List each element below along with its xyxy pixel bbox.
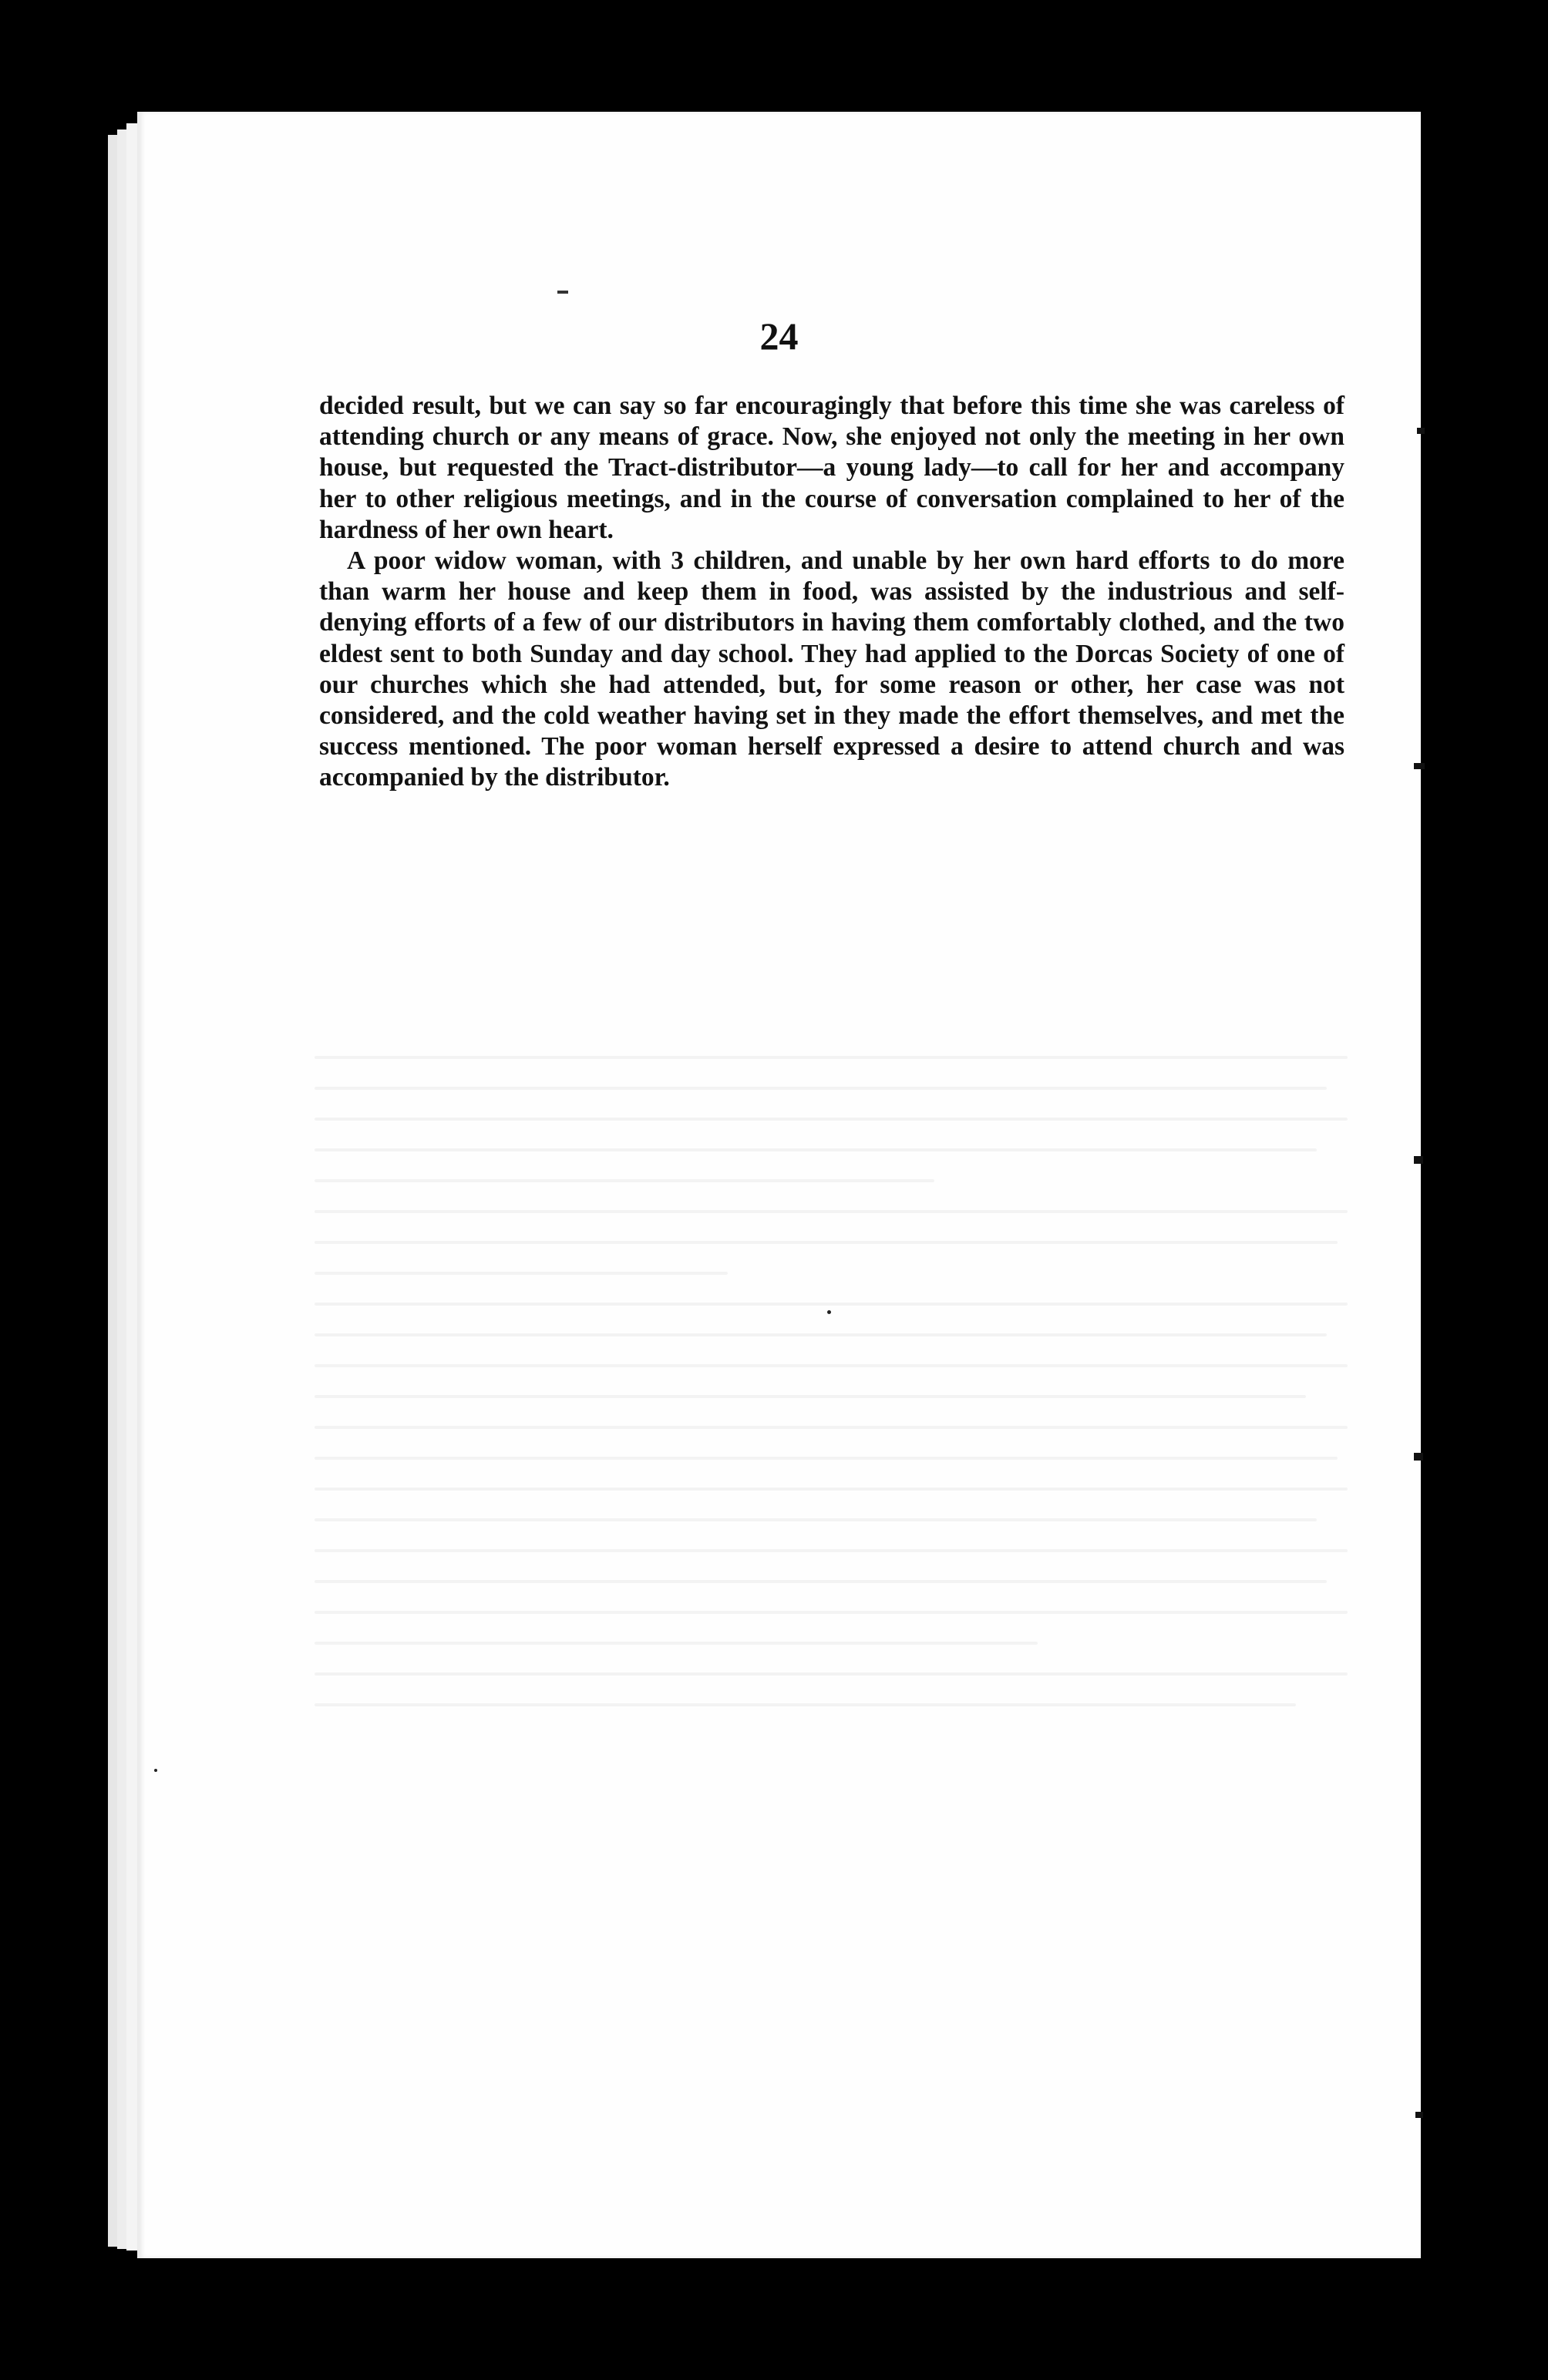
- speck: [827, 1310, 831, 1314]
- print-mark: [557, 291, 568, 294]
- document-page: [137, 112, 1421, 2258]
- edge-mark: [1414, 1453, 1423, 1461]
- body-text: [319, 391, 1344, 794]
- edge-mark: [1414, 1156, 1423, 1164]
- show-through-text: [315, 1056, 1348, 1734]
- edge-mark: [1417, 428, 1425, 434]
- speck: [154, 1769, 157, 1772]
- paragraph-continued: decided result, but we can say so far encouragingly that before this time she was careless of attending church or any means of grace. Now, she enjoyed not only the meeting in her own house, but requested the Tract-distributor—a young lady—to call for her and accompany her to other religious meetings, and in the course of conversation complained to her of the hardness of her own heart.: [319, 392, 1344, 544]
- edge-mark: [1414, 763, 1425, 769]
- paragraph-widow: A poor widow woman, with 3 children, and unable by her own hard efforts to do more than warm her house and keep them in food, was assisted by the industrious and self-denying efforts of a few of our distributors in having them comfortably clothed, and the two eldest sent to both Sunday and day school. They had applied to the Dorcas Society of one of our churches which she had attended, but, for some reason or other, her case was not considered, and the cold weather having set in they made the effort themselves, and met the success mentioned. The poor woman herself expressed a desire to attend church and was accompanied by the distributor.: [319, 546, 1344, 792]
- page-number: 24: [759, 314, 799, 358]
- edge-mark: [1415, 2112, 1423, 2118]
